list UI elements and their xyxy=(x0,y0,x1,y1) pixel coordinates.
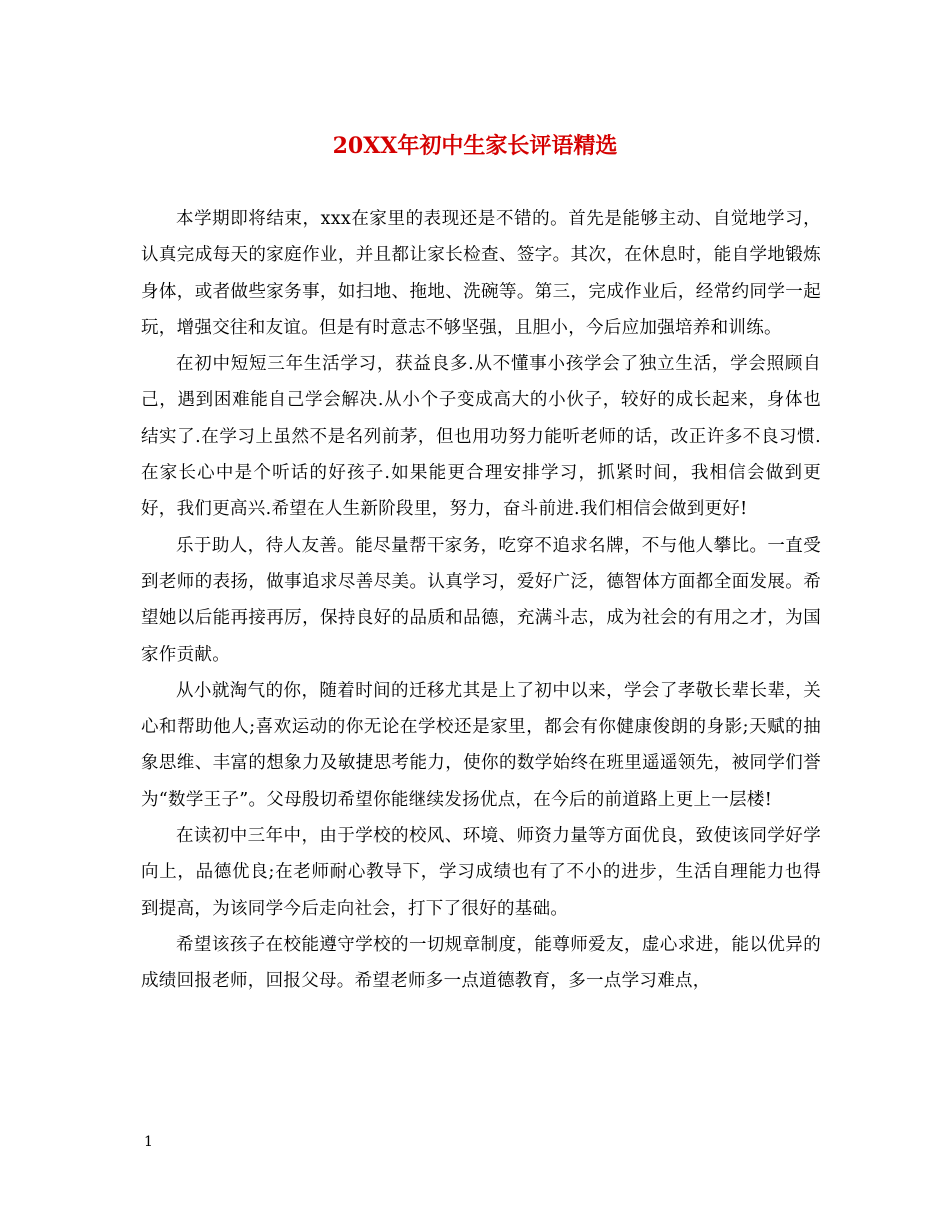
paragraph-4: 从小就淘气的你，随着时间的迁移尤其是上了初中以来，学会了孝敬长辈长辈，关心和帮助他人;喜欢运动的你无论在学校还是家里，都会有你健康俊朗的身影;天赋的抽象思维、丰富的想象力及敏捷思考能力，使你的数学始终在班里遥遥领先，被同学们誉为“数学王子”。父母殷切希望你能继续发扬优点，在今后的前道路上更上一层楼! xyxy=(141,680,821,810)
paragraph-6: 希望该孩子在校能遵守学校的一切规章制度，能尊师爱友，虚心求进，能以优异的成绩回报老师，回报父母。希望老师多一点道德教育，多一点学习难点， xyxy=(141,934,821,992)
paragraph-3: 乐于助人，待人友善。能尽量帮干家务，吃穿不追求名牌，不与他人攀比。一直受到老师的表扬，做事追求尽善尽美。认真学习，爱好广泛，德智体方面都全面发展。希望她以后能再接再厉，保持良好的品质和品德，充满斗志，成为社会的有用之才，为国家作贡献。 xyxy=(141,535,821,665)
paragraph-5: 在读初中三年中，由于学校的校风、环境、师资力量等方面优良，致使该同学好学向上，品德优良;在老师耐心教导下，学习成绩也有了不小的进步，生活自理能力也得到提高，为该同学今后走向社会，打下了很好的基础。 xyxy=(141,826,821,919)
document-title: 20XX年初中生家长评语精选 xyxy=(332,133,618,159)
paragraph-1: 本学期即将结束，xxx在家里的表现还是不错的。首先是能够主动、自觉地学习，认真完成每天的家庭作业，并且都让家长检查、签字。其次，在休息时，能自学地锻炼身体，或者做些家务事，如扫地、拖地、洗碗等。第三，完成作业后，经常约同学一起玩，增强交往和友谊。但是有时意志不够坚强，且胆小，今后应加强培养和训练。 xyxy=(141,209,821,338)
document-body xyxy=(141,201,821,1000)
paragraph-2: 在初中短短三年生活学习，获益良多.从不懂事小孩学会了独立生活，学会照顾自己，遇到困难能自己学会解决.从小个子变成高大的小伙子，较好的成长起来，身体也结实了.在学习上虽然不是名列前茅，但也用功努力能听老师的话，改正许多不良习惯.在家长心中是个听话的好孩子.如果能更合理安排学习，抓紧时间，我相信会做到更好，我们更高兴.希望在人生新阶段里，努力，奋斗前进.我们相信会做到更好! xyxy=(141,354,821,520)
page-number: 1 xyxy=(144,1134,153,1150)
